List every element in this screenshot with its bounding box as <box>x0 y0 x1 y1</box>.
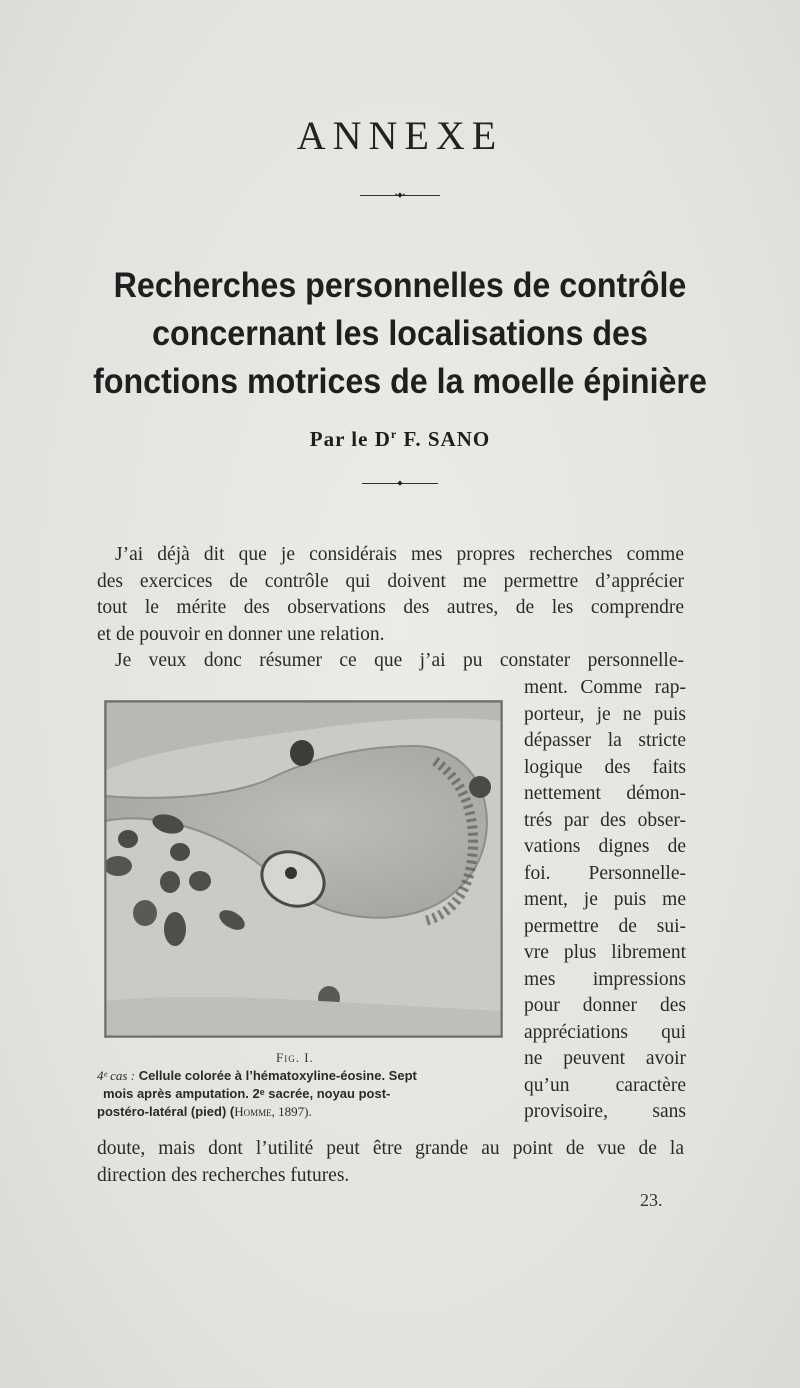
text-line: vre plus librement <box>524 942 686 963</box>
figure-caption <box>97 1067 517 1121</box>
caption-text: postéro-latéral (pied) ( <box>97 1104 235 1119</box>
text-line: qu’un caractère <box>524 1074 686 1096</box>
paragraph-1 <box>97 542 684 675</box>
text-line: dépasser la stricte <box>524 730 686 751</box>
byline-sup: r <box>390 427 398 441</box>
text-line: mes impressions <box>524 968 686 990</box>
text-line: doute, mais dont l’utilité peut être grande au point de vue de la <box>97 1138 684 1159</box>
text-line: direction des recherches futures. <box>97 1164 350 1186</box>
page-number: 23. <box>640 1190 663 1210</box>
text-line: des exercices de contrôle qui doivent me permettre d’apprécier <box>97 570 684 592</box>
text-line: tout le mérite des observations des autres, de les comprendre <box>97 597 684 618</box>
text-line: logique des faits <box>524 756 686 778</box>
caption-case: 4ᵉ cas : <box>97 1068 136 1083</box>
micrograph-image <box>105 701 502 1037</box>
text-line: et de pouvoir en donner une relation. <box>97 623 385 645</box>
text-line: ment. Comme rap- <box>524 677 686 698</box>
caption-smallcaps: Homme <box>234 1104 272 1119</box>
right-text-column <box>524 675 686 1126</box>
caption-line <box>97 1103 517 1121</box>
text-line: vations dignes de <box>524 836 686 857</box>
paragraph-tail <box>97 1136 684 1189</box>
micrograph-figure <box>104 700 503 1038</box>
text-line: permettre de sui- <box>524 915 686 937</box>
text-line: provisoire, sans <box>524 1101 686 1122</box>
caption-text: , 1897). <box>271 1104 312 1119</box>
title-line: fonctions motrices de la moelle épinière <box>93 362 707 401</box>
text-line: foi. Personnelle- <box>524 862 686 884</box>
author-byline <box>0 427 800 452</box>
text-line: ment, je puis me <box>524 889 686 910</box>
text-line: appréciations qui <box>524 1021 686 1043</box>
text-line: Je veux donc résumer ce que j’ai pu constater personnelle- <box>115 650 684 671</box>
text-line: pour donner des <box>524 995 686 1016</box>
ornament-rule-top: •◆• <box>360 195 440 196</box>
byline-prefix: Par le D <box>309 427 391 451</box>
title-line: concernant les localisations des <box>152 314 648 353</box>
text-line: porteur, je ne puis <box>524 703 686 725</box>
text-line: ne peuvent avoir <box>524 1048 686 1069</box>
caption-line <box>97 1067 517 1085</box>
ornament-rule-bottom: ◆ <box>362 483 438 484</box>
title-line: Recherches personnelles de contrôle <box>113 266 687 305</box>
annexe-heading: ANNEXE <box>296 113 504 158</box>
author-name: F. SANO <box>397 427 491 451</box>
text-line: nettement démon- <box>524 783 686 804</box>
article-title <box>69 262 731 406</box>
text-line: J’ai déjà dit que je considérais mes propres recherches comme <box>115 544 684 565</box>
text-line: trés par des obser- <box>524 809 686 831</box>
figure-number: Fig. I. <box>276 1050 314 1065</box>
caption-text: Cellule colorée à l’hématoxyline-éosine. Sept <box>135 1068 417 1083</box>
caption-line: mois après amputation. 2ᵉ sacrée, noyau post- <box>103 1086 391 1101</box>
